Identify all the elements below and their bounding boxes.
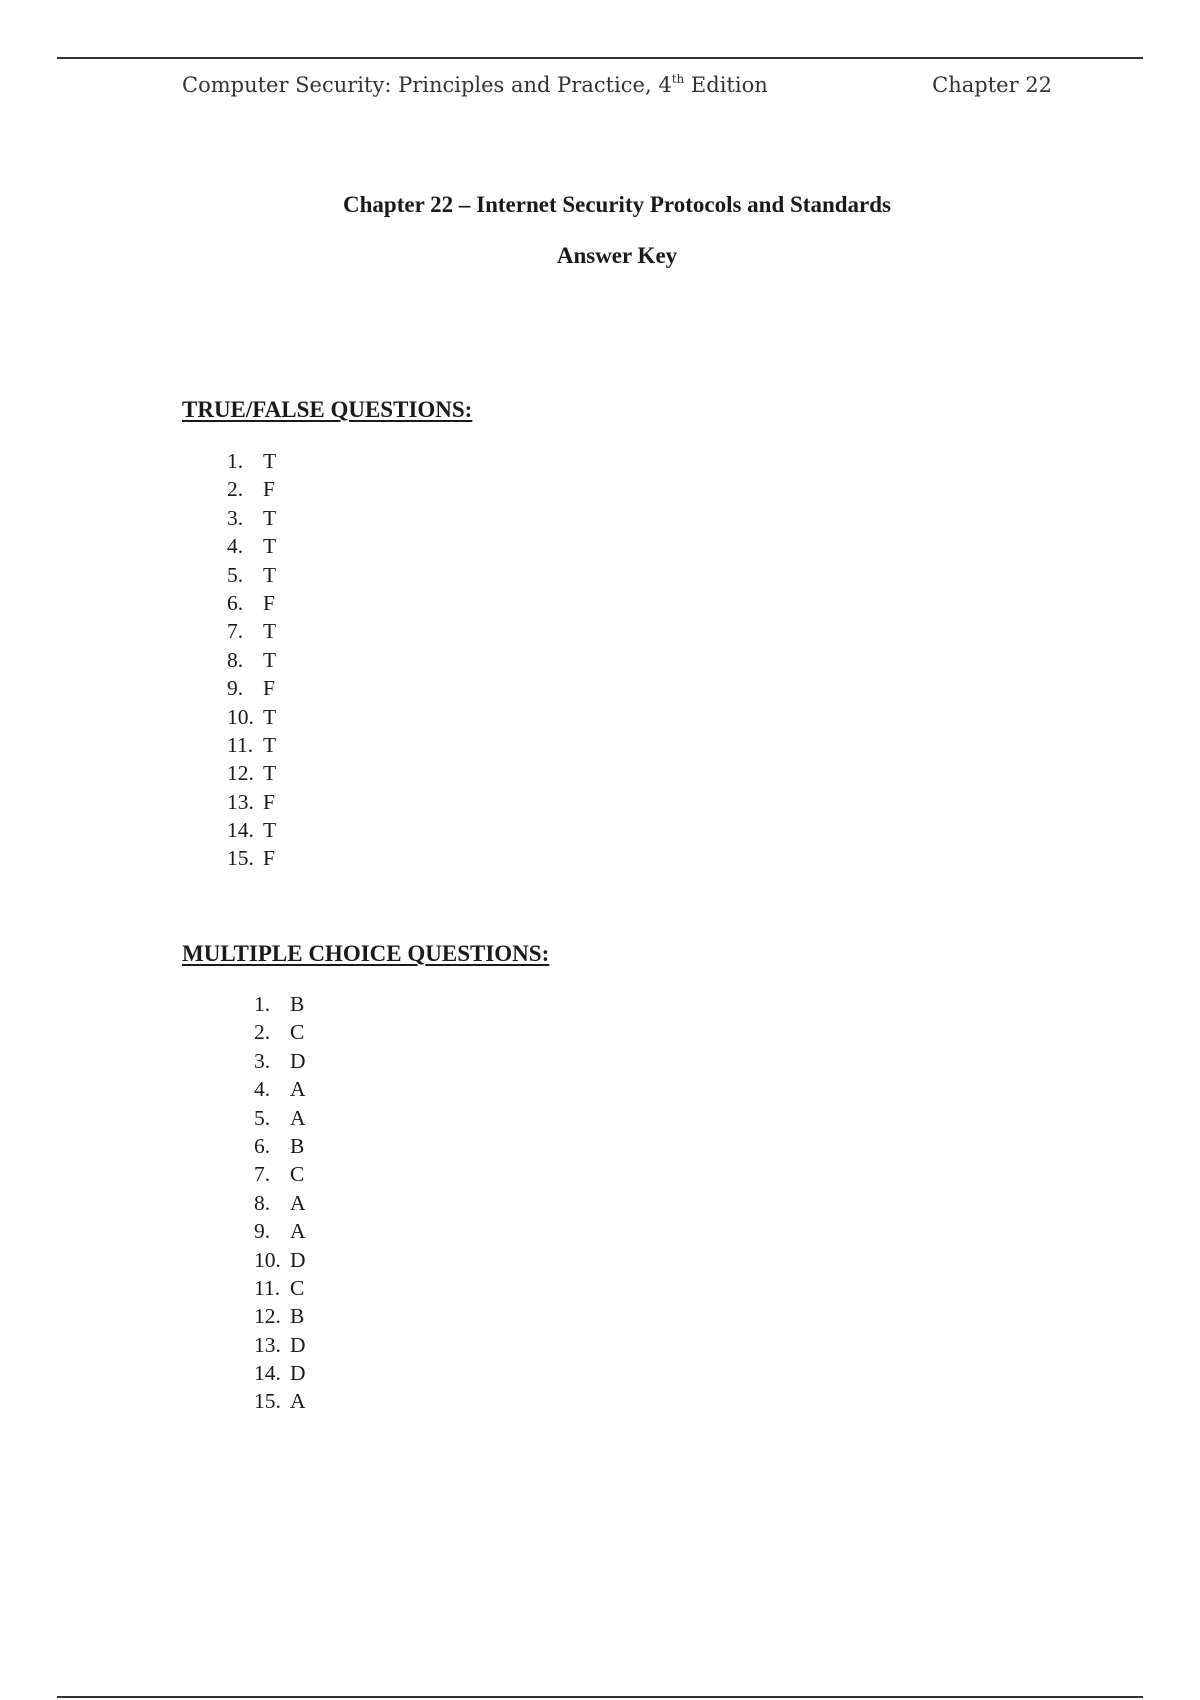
page-title: Chapter 22 – Internet Security Protocols and Standards	[343, 192, 891, 217]
answer-item	[227, 475, 276, 503]
answer-item	[227, 617, 276, 645]
question-number: 7.	[254, 1162, 271, 1187]
question-number: 1.	[227, 449, 244, 473]
answer-value: B	[290, 1304, 305, 1329]
answer-value: A	[290, 1105, 306, 1130]
answer-value: D	[290, 1332, 306, 1357]
question-number: 14.	[227, 818, 254, 843]
answer-item	[254, 1189, 306, 1217]
answer-value: F	[263, 846, 275, 871]
answer-item	[227, 447, 276, 475]
answer-value: T	[263, 704, 277, 729]
question-number: 11.	[254, 1275, 281, 1300]
answer-value: T	[263, 761, 277, 786]
chapter-label: Chapter 22	[932, 73, 1052, 97]
answer-value: D	[290, 1048, 306, 1073]
answer-value: T	[263, 534, 277, 559]
edition-superscript: th	[671, 72, 685, 86]
answer-item	[254, 1132, 306, 1160]
answer-value: C	[290, 1275, 305, 1300]
question-number: 15.	[254, 1389, 281, 1414]
page-subtitle: Answer Key	[556, 243, 678, 268]
question-number: 5.	[254, 1105, 271, 1130]
answer-item	[227, 844, 276, 872]
true-false-answer-list	[227, 447, 276, 873]
question-number: 5.	[227, 562, 244, 587]
answer-value: F	[263, 477, 275, 502]
answer-item	[227, 788, 276, 816]
answer-value: B	[290, 1133, 305, 1158]
question-number: 9.	[227, 676, 244, 701]
question-number: 7.	[227, 619, 244, 644]
multiple-choice-answer-list	[254, 990, 306, 1416]
answer-value: T	[263, 732, 277, 757]
question-number: 6.	[254, 1133, 271, 1158]
question-number: 14.	[254, 1361, 281, 1386]
answer-item	[254, 1104, 306, 1132]
running-header	[182, 73, 1052, 105]
book-title: Computer Security: Principles and Practice, 4th Edition	[182, 72, 768, 97]
answer-item	[254, 1018, 306, 1046]
answer-item	[227, 646, 276, 674]
answer-item	[227, 504, 276, 532]
answer-value: A	[290, 1389, 306, 1414]
answer-value: C	[290, 1162, 305, 1187]
answer-item	[227, 589, 276, 617]
answer-value: T	[263, 619, 277, 644]
answer-value: D	[290, 1361, 306, 1386]
question-number: 3.	[227, 505, 244, 530]
header-rule	[57, 57, 1143, 59]
question-number: 12.	[227, 761, 254, 786]
answer-value: F	[263, 676, 275, 701]
question-number: 4.	[227, 534, 244, 559]
footer-rule	[57, 1696, 1143, 1698]
question-number: 9.	[254, 1219, 271, 1244]
question-number: 2.	[254, 1020, 271, 1045]
answer-item	[227, 532, 276, 560]
question-number: 8.	[227, 647, 244, 672]
answer-value: A	[290, 1077, 306, 1102]
answer-item	[254, 1274, 306, 1302]
question-number: 2.	[227, 477, 244, 502]
answer-item	[254, 1075, 306, 1103]
question-number: 12.	[254, 1304, 281, 1329]
answer-item	[227, 674, 276, 702]
answer-value: B	[290, 992, 305, 1016]
question-number: 8.	[254, 1190, 271, 1215]
true-false-heading: TRUE/FALSE QUESTIONS:	[182, 397, 473, 422]
question-number: 3.	[254, 1048, 271, 1073]
question-number: 10.	[254, 1247, 281, 1272]
answer-item	[227, 816, 276, 844]
answer-value: A	[290, 1219, 306, 1244]
answer-item	[254, 1387, 306, 1415]
answer-value: T	[263, 505, 277, 530]
answer-item	[227, 731, 276, 759]
answer-item	[254, 1331, 306, 1359]
question-number: 13.	[227, 789, 254, 814]
answer-item	[227, 759, 276, 787]
answer-item	[254, 1217, 306, 1245]
answer-value: T	[263, 562, 277, 587]
answer-item	[254, 1302, 306, 1330]
answer-item	[254, 1359, 306, 1387]
answer-item	[254, 990, 306, 1018]
question-number: 6.	[227, 590, 244, 615]
answer-value: C	[290, 1020, 305, 1045]
answer-value: T	[263, 647, 277, 672]
question-number: 15.	[227, 846, 254, 871]
answer-item	[254, 1246, 306, 1274]
multiple-choice-heading: MULTIPLE CHOICE QUESTIONS:	[182, 941, 550, 966]
answer-value: F	[263, 789, 275, 814]
question-number: 11.	[227, 732, 254, 757]
question-number: 13.	[254, 1332, 281, 1357]
answer-value: T	[263, 818, 277, 843]
question-number: 1.	[254, 992, 271, 1016]
answer-item	[227, 703, 276, 731]
answer-value: D	[290, 1247, 306, 1272]
answer-value: A	[290, 1190, 306, 1215]
answer-item	[227, 561, 276, 589]
answer-item	[254, 1160, 306, 1188]
answer-value: T	[263, 449, 277, 473]
question-number: 4.	[254, 1077, 271, 1102]
answer-item	[254, 1047, 306, 1075]
question-number: 10.	[227, 704, 254, 729]
answer-value: F	[263, 590, 275, 615]
